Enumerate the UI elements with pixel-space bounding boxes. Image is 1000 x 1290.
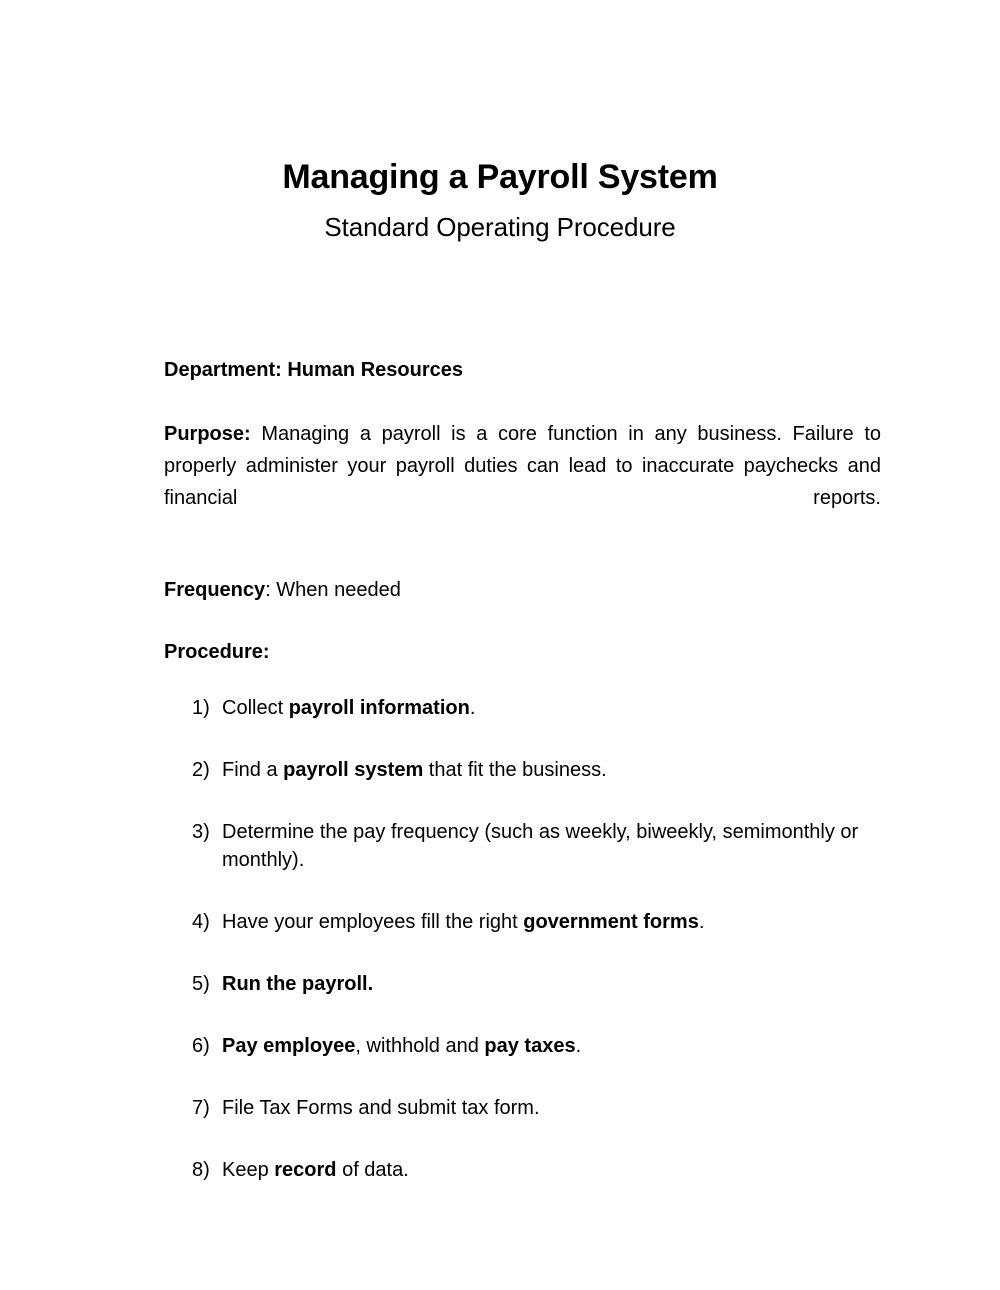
list-item-text bbox=[222, 818, 881, 874]
text-run: . bbox=[698, 911, 705, 933]
list-item bbox=[164, 1094, 881, 1122]
text-emphasis: payroll information bbox=[288, 697, 470, 719]
list-item-text bbox=[222, 970, 881, 998]
list-item bbox=[164, 694, 881, 722]
department-line bbox=[164, 356, 881, 384]
list-item-text bbox=[222, 908, 881, 936]
text-emphasis: government forms bbox=[523, 911, 699, 933]
frequency-value: When needed bbox=[276, 579, 401, 601]
list-item bbox=[164, 908, 881, 936]
list-item-marker: 7) bbox=[192, 1097, 210, 1119]
list-item bbox=[164, 1156, 881, 1184]
list-item-marker: 6) bbox=[192, 1035, 210, 1057]
text-run: File Tax Forms and submit tax form. bbox=[222, 1097, 540, 1119]
list-item-marker: 3) bbox=[192, 821, 210, 843]
text-emphasis: record bbox=[274, 1159, 337, 1181]
text-run: Determine the pay frequency (such as weekly, biweekly, semimonthly or monthly). bbox=[222, 821, 859, 871]
list-item-text bbox=[222, 756, 881, 784]
purpose-label: Purpose: bbox=[164, 423, 251, 445]
list-item-text bbox=[222, 1032, 881, 1060]
text-emphasis: payroll system bbox=[283, 759, 424, 781]
text-run: that fit the business. bbox=[423, 759, 607, 781]
frequency-label: Frequency bbox=[164, 579, 266, 601]
text-run: . bbox=[469, 697, 476, 719]
list-item bbox=[164, 1032, 881, 1060]
text-run: Find a bbox=[222, 759, 284, 781]
purpose-paragraph bbox=[164, 418, 881, 546]
frequency-separator: : bbox=[265, 579, 277, 601]
text-run: of data. bbox=[336, 1159, 409, 1181]
procedure-list bbox=[164, 694, 881, 1184]
document-body bbox=[164, 356, 881, 1184]
department-label: Department: bbox=[164, 359, 282, 381]
text-run: . bbox=[575, 1035, 582, 1057]
purpose-text: Managing a payroll is a core function in any business. Failure to properly administer your payroll duties can lead to inaccurate paychecks and financial reports. bbox=[164, 423, 881, 509]
list-item-marker: 4) bbox=[192, 911, 210, 933]
list-item-marker: 8) bbox=[192, 1159, 210, 1181]
text-run: , withhold and bbox=[355, 1035, 485, 1057]
text-emphasis: pay taxes bbox=[484, 1035, 576, 1057]
list-item bbox=[164, 756, 881, 784]
text-run: Collect bbox=[222, 697, 289, 719]
list-item-text bbox=[222, 1094, 881, 1122]
frequency-line bbox=[164, 576, 881, 604]
list-item-marker: 2) bbox=[192, 759, 210, 781]
text-emphasis: Pay employee bbox=[222, 1035, 356, 1057]
text-run: Have your employees fill the right bbox=[222, 911, 524, 933]
text-run: Keep bbox=[222, 1159, 275, 1181]
page-subtitle: Standard Operating Procedure bbox=[324, 212, 676, 242]
page-title: Managing a Payroll System bbox=[282, 157, 718, 196]
list-item-marker: 5) bbox=[192, 973, 210, 995]
list-item bbox=[164, 818, 881, 874]
text-emphasis: Run the payroll. bbox=[222, 973, 374, 995]
list-item-marker: 1) bbox=[192, 697, 210, 719]
department-value: Human Resources bbox=[281, 359, 463, 381]
list-item-text bbox=[222, 1156, 881, 1184]
list-item bbox=[164, 970, 881, 998]
procedure-heading: Procedure: bbox=[164, 641, 270, 663]
list-item-text bbox=[222, 694, 881, 722]
